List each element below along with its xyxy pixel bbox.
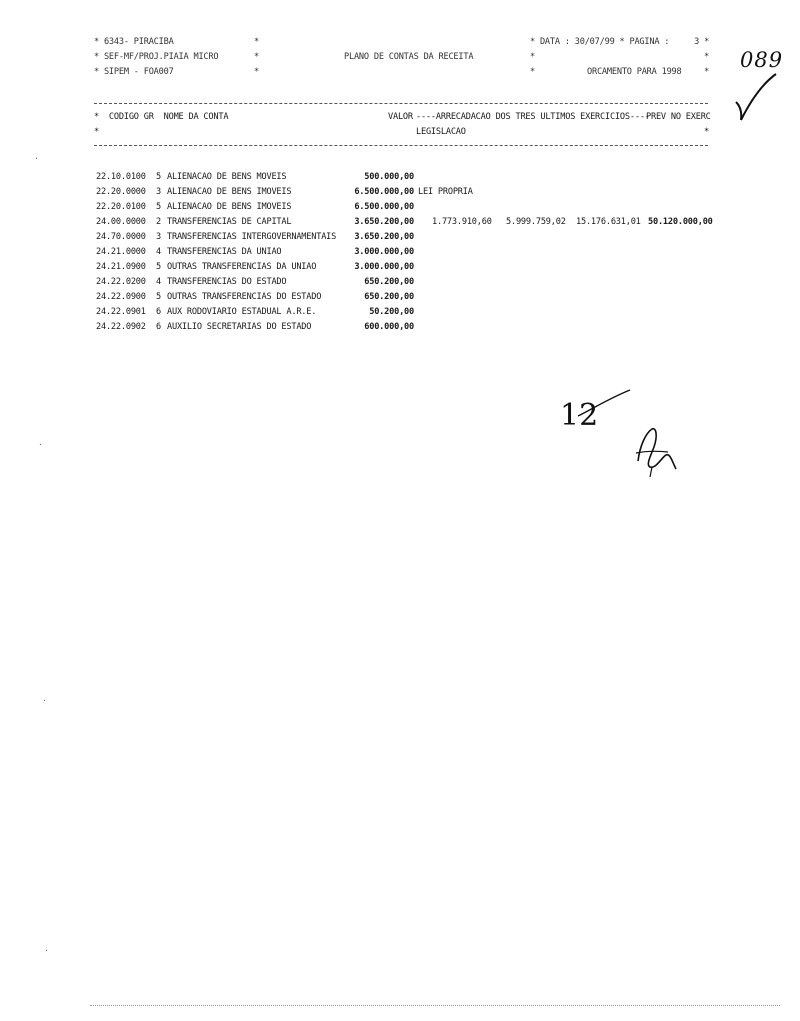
account-group: 6 bbox=[156, 307, 161, 317]
header-line-3: * SIPEM - FOA007 bbox=[94, 67, 174, 77]
budget-year: ORCAMENTO PARA 1998 bbox=[587, 67, 682, 77]
table-row bbox=[0, 247, 800, 259]
account-code: 22.20.0100 bbox=[96, 202, 146, 212]
account-name: ALIENACAO DE BENS MOVEIS bbox=[167, 172, 287, 182]
scan-speck: · bbox=[34, 154, 39, 163]
header-star-6: * bbox=[530, 67, 535, 77]
account-name: AUX RODOVIARIO ESTADUAL A.R.E. bbox=[167, 307, 317, 317]
signature-stroke bbox=[574, 388, 634, 418]
account-code: 24.22.0902 bbox=[96, 322, 146, 332]
account-value: 3.000.000,00 bbox=[354, 247, 414, 257]
scan-speck: · bbox=[38, 440, 43, 449]
scan-speck: · bbox=[42, 696, 47, 705]
account-value: 3.000.000,00 bbox=[354, 262, 414, 272]
account-value: 600.000,00 bbox=[364, 322, 414, 332]
account-group: 6 bbox=[156, 322, 161, 332]
account-value: 3.650.200,00 bbox=[354, 232, 414, 242]
account-code: 22.20.0000 bbox=[96, 187, 146, 197]
account-group: 5 bbox=[156, 172, 161, 182]
account-name: AUXILIO SECRETARIAS DO ESTADO bbox=[167, 322, 312, 332]
header-star-5: * bbox=[704, 52, 709, 62]
column-header-arrecadacao: ----ARRECADACAO DOS TRES ULTIMOS EXERCICIOS---- bbox=[416, 112, 650, 122]
account-value: 650.200,00 bbox=[364, 292, 414, 302]
header-star-4: * bbox=[530, 52, 535, 62]
report-date-page: * DATA : 30/07/99 * PAGINA : 3 * bbox=[530, 37, 710, 47]
account-name: OUTRAS TRANSFERENCIAS DO ESTADO bbox=[167, 292, 322, 302]
account-group: 4 bbox=[156, 247, 161, 257]
column-header-left: * CODIGO GR NOME DA CONTA bbox=[94, 112, 229, 122]
column-header-legislacao: LEGISLACAO bbox=[416, 127, 466, 137]
scan-speck: · bbox=[44, 946, 49, 955]
account-name: TRANSFERENCIAS DE CAPITAL bbox=[167, 217, 292, 227]
column-header-prev: PREV NO EXERC bbox=[646, 112, 711, 122]
account-code: 24.22.0901 bbox=[96, 307, 146, 317]
account-group: 2 bbox=[156, 217, 161, 227]
table-row bbox=[0, 232, 800, 244]
table-row bbox=[0, 172, 800, 184]
header-star-7: * bbox=[704, 67, 709, 77]
account-group: 5 bbox=[156, 262, 161, 272]
account-group: 3 bbox=[156, 232, 161, 242]
account-group: 5 bbox=[156, 202, 161, 212]
history-year-3: 15.176.631,01 bbox=[576, 217, 641, 227]
report-title: PLANO DE CONTAS DA RECEITA bbox=[344, 52, 474, 62]
table-row bbox=[0, 262, 800, 274]
account-code: 22.10.0100 bbox=[96, 172, 146, 182]
account-group: 4 bbox=[156, 277, 161, 287]
account-code: 24.22.0200 bbox=[96, 277, 146, 287]
page-stamp-number: 089 bbox=[740, 48, 784, 72]
table-row bbox=[0, 322, 800, 334]
table-row bbox=[0, 187, 800, 199]
account-name: ALIENACAO DE BENS IMOVEIS bbox=[167, 187, 292, 197]
account-name: TRANSFERENCIAS INTERGOVERNAMENTAIS bbox=[167, 232, 337, 242]
scan-bottom-edge bbox=[90, 1005, 780, 1010]
table-row bbox=[0, 277, 800, 289]
account-value: 6.500.000,00 bbox=[354, 202, 414, 212]
account-group: 5 bbox=[156, 292, 161, 302]
table-row bbox=[0, 307, 800, 319]
account-group: 3 bbox=[156, 187, 161, 197]
table-row bbox=[0, 292, 800, 304]
account-code: 24.21.0000 bbox=[96, 247, 146, 257]
handwritten-initials: 12 bbox=[560, 398, 599, 433]
bottom-rule bbox=[94, 145, 708, 146]
column-header-star-left: * bbox=[94, 127, 99, 137]
account-code: 24.00.0000 bbox=[96, 217, 146, 227]
legislation: LEI PROPRIA bbox=[418, 187, 473, 197]
account-name: TRANSFERENCIAS DA UNIAO bbox=[167, 247, 282, 257]
account-code: 24.21.0900 bbox=[96, 262, 146, 272]
header-star-1: * bbox=[254, 37, 259, 47]
account-value: 6.500.000,00 bbox=[354, 187, 414, 197]
top-rule bbox=[94, 103, 708, 104]
header-star-3: * bbox=[254, 67, 259, 77]
header-star-2: * bbox=[254, 52, 259, 62]
forecast-value: 50.120.000,00 bbox=[648, 217, 713, 227]
table-row bbox=[0, 202, 800, 214]
account-name: OUTRAS TRANSFERENCIAS DA UNIAO bbox=[167, 262, 317, 272]
header-line-2: * SEF-MF/PROJ.PIAIA MICRO bbox=[94, 52, 219, 62]
header-line-1: * 6343- PIRACIBA bbox=[94, 37, 174, 47]
account-name: TRANSFERENCIAS DO ESTADO bbox=[167, 277, 287, 287]
account-value: 50.200,00 bbox=[369, 307, 414, 317]
check-mark-icon bbox=[732, 72, 780, 142]
history-year-1: 1.773.910,60 bbox=[432, 217, 492, 227]
signature-mark bbox=[632, 425, 682, 480]
table-row bbox=[0, 217, 800, 229]
history-year-2: 5.999.759,02 bbox=[506, 217, 566, 227]
account-value: 650.200,00 bbox=[364, 277, 414, 287]
account-value: 500.000,00 bbox=[364, 172, 414, 182]
column-header-star-right: * bbox=[704, 127, 709, 137]
account-code: 24.22.0900 bbox=[96, 292, 146, 302]
column-header-valor: VALOR bbox=[388, 112, 413, 122]
account-value: 3.650.200,00 bbox=[354, 217, 414, 227]
account-name: ALIENACAO DE BENS IMOVEIS bbox=[167, 202, 292, 212]
account-code: 24.70.0000 bbox=[96, 232, 146, 242]
